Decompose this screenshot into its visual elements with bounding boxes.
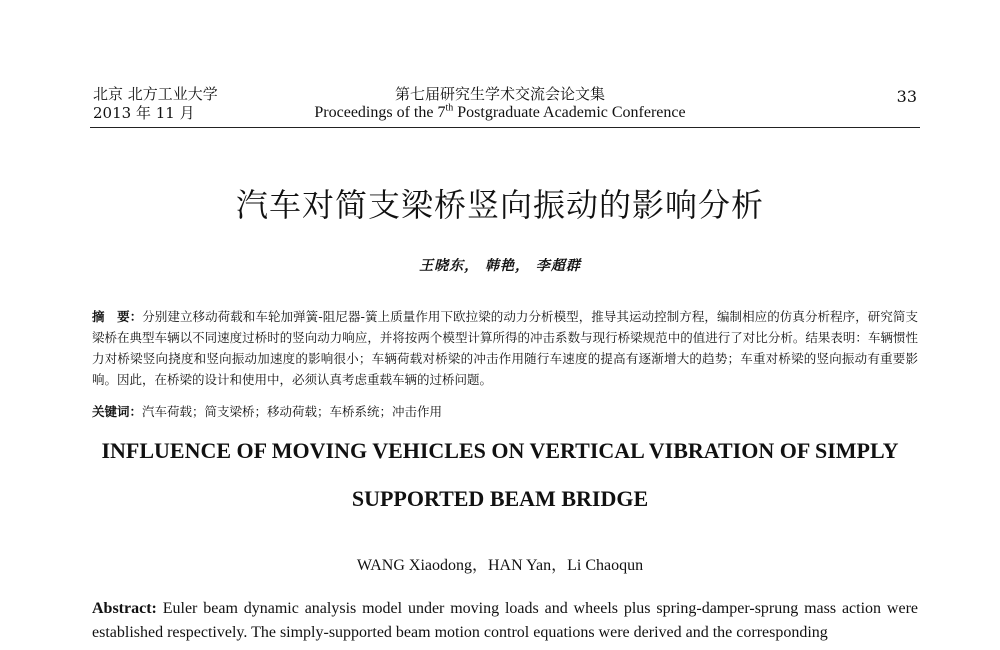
header-conference-zh: 第七届研究生学术交流会论文集 bbox=[394, 85, 605, 103]
header-rule bbox=[90, 127, 920, 128]
conference-en-suffix: Postgraduate Academic Conference bbox=[453, 104, 686, 121]
authors-zh: 王晓东， 韩艳， 李超群 bbox=[419, 258, 581, 274]
keywords-zh bbox=[92, 401, 918, 422]
paper-title-en-line1: INFLUENCE OF MOVING VEHICLES ON VERTICAL VIBRATION OF SIMPLY bbox=[101, 438, 899, 463]
conference-en-prefix: Proceedings of the 7 bbox=[314, 104, 446, 121]
conference-en-sup: th bbox=[445, 102, 454, 114]
keywords-zh-text: 汽车荷载；简支梁桥；移动荷载；车桥系统；冲击作用 bbox=[142, 404, 443, 419]
paper-title-zh: 汽车对简支梁桥竖向振动的影响分析 bbox=[235, 186, 764, 224]
abstract-zh-text: 分别建立移动荷载和车轮加弹簧-阻尼器-簧上质量作用下欧拉梁的动力分析模型，推导其运动控制方程，编制相应的仿真分析程序，研究简支梁桥在典型车辆以不同速度过桥时的竖向动力响应，并将按两个模型计算所得的冲击系数与现行桥梁规范中的值进行了对比分析。结果表明：车辆惯性力对桥梁竖向挠度和竖向振动加速度的影响很小；车辆荷载对桥梁的冲击作用随行车速度的提高有逐渐增大的趋势；车重对桥梁的竖向振动有重要影响。因此，在桥梁的设计和使用中，必须认真考虑重载车辆的过桥问题。 bbox=[92, 309, 918, 387]
abstract-zh bbox=[92, 306, 918, 390]
abstract-en-label: Abstract: bbox=[92, 600, 157, 617]
paper-title-en-line2: SUPPORTED BEAM BRIDGE bbox=[351, 486, 649, 511]
header-conference-en bbox=[0, 104, 1000, 122]
authors-en: WANG Xiaodong，HAN Yan，Li Chaoqun bbox=[356, 557, 644, 574]
keywords-zh-label: 关键词： bbox=[92, 404, 143, 419]
abstract-en-text: Euler beam dynamic analysis model under moving loads and wheels plus spring-damper-sprung mass action were established respectively. The simply-supported beam motion control equations were derived and the corresponding bbox=[92, 600, 918, 641]
header-affiliation: 北京 北方工业大学 bbox=[93, 85, 218, 103]
page-number: 33 bbox=[896, 87, 917, 106]
header-date: 2013 年 11 月 bbox=[93, 104, 195, 122]
abstract-zh-label: 摘 要： bbox=[92, 309, 143, 324]
abstract-en bbox=[92, 597, 918, 645]
